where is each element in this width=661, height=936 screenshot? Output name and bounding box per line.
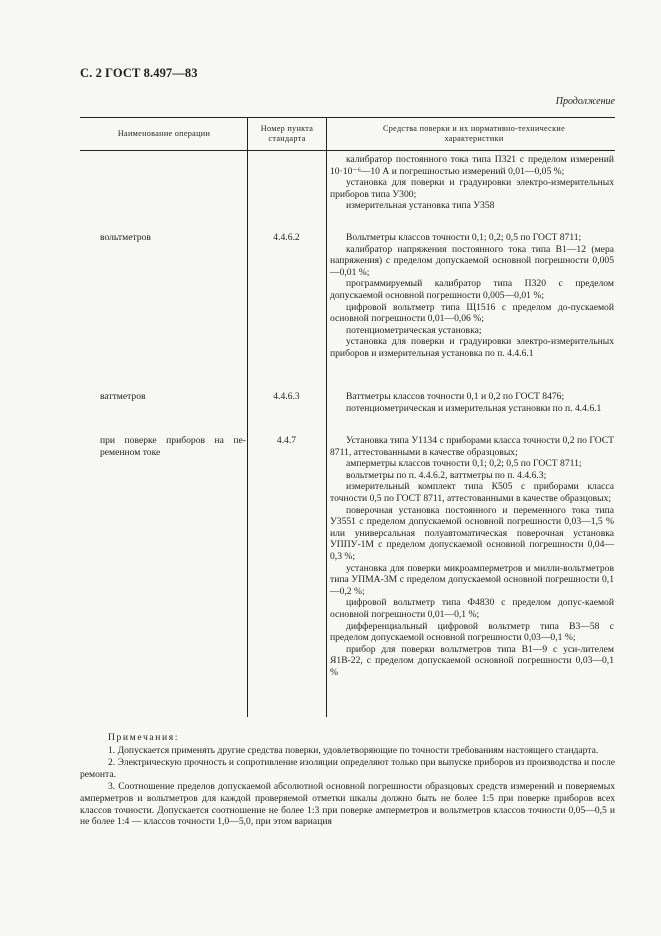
note-3: 3. Соотношение пределов допускаемой абсолютной основной погрешности образцовых средств измерений и поверяемых амперметров и вольтметров для каждой проверяемой отметки шкалы должно быть не более 1:5 при поверке приборов всех классов точности. Допускается соотношение не более 1:3 при поверке амперметров и вольтметров классов точности 0,05—0,5 и не более 1:4 — классов точности 1,0—5,0, при этом вариация	[80, 781, 615, 828]
list-item: Ваттметры классов точности 0,1 и 0,2 по ГОСТ 8476;	[346, 391, 565, 402]
list-item: калибратор напряжения постоянного тока типа В1—12 (мера напряжения) с пределом допускаемой основной погрешности 0,005—0,01 %;	[330, 243, 614, 278]
list-item: цифровой вольтметр типа Ф4830 с пределом допус-каемой основной погрешности 0,01—0,1 %;	[330, 597, 614, 620]
list-item: программируемый калибратор типа П320 с пределом допускаемой основной погрешности 0,005—0,01 %;	[330, 278, 614, 301]
table-row-means	[330, 435, 614, 678]
column-divider-1	[247, 117, 248, 717]
notes-section	[80, 732, 615, 828]
operation-wattmeters: ваттметров	[100, 391, 146, 402]
list-item: измерительная установка типа У358	[346, 200, 495, 212]
header-clause: Номер пункта стандарта	[260, 124, 314, 143]
header-means: Средства поверки и их нормативно-технические характеристики	[382, 124, 566, 143]
table-row-means	[330, 154, 614, 212]
table-header-rule	[80, 150, 615, 151]
list-item: вольтметры по п. 4.4.6.2, ваттметры по п. 4.4.6.3;	[346, 469, 547, 481]
table-top-rule	[80, 117, 615, 118]
notes-title: Примечания:	[108, 732, 179, 743]
list-item: калибратор постоянного тока типа П321 с пределом измерений 10·10⁻⁶—10 А и погрешностью измерений 0,01—0,05 %;	[330, 154, 614, 177]
clause-4-4-6-2: 4.4.6.2	[273, 232, 300, 243]
list-item: дифференциальный цифровой вольтметр типа В3—58 с пределом допускаемой основной погрешности 0,03—0,1 %;	[330, 620, 614, 644]
list-item: измерительный комплект типа К505 с приборами класса точности 0,5 по ГОСТ 8711, аттестованными в качестве образцовых;	[330, 481, 614, 504]
list-item: потенциометрическая установка;	[346, 324, 482, 336]
clause-4-4-6-3: 4.4.6.3	[273, 391, 300, 402]
continuation-label: Продолжение	[555, 96, 615, 107]
list-item: установка для поверки и градуировки электро-измерительных приборов типа У300;	[330, 177, 614, 200]
list-item: амперметры классов точности 0,1; 0,2; 0,5 по ГОСТ 8711;	[346, 458, 582, 470]
operation-ac: при поверке приборов на пе-ременном токе	[100, 435, 246, 458]
header-operation: Наименование операции	[117, 129, 211, 138]
note-1: 1. Допускается применять другие средства поверки, удовлетворяющие по точности требованиям настоящего стандарта.	[108, 744, 599, 756]
list-item: установка для поверки и градуировки электро-измерительных приборов и измерительная установка по п. 4.4.6.1	[330, 336, 614, 359]
list-item: Вольтметры классов точности 0,1; 0,2; 0,5 по ГОСТ 8711;	[346, 232, 582, 243]
list-item: установка для поверки микроамперметров и милли-вольтметров типа УПМА-3М с пределом допускаемой основной погрешности 0,1—0,2 %;	[330, 562, 614, 597]
page-header: С. 2 ГОСТ 8.497—83	[80, 66, 198, 80]
table-row-means	[330, 391, 614, 414]
list-item: Установка типа У1134 с приборами класса точности 0,2 по ГОСТ 8711, аттестованными в качестве образцовых;	[330, 435, 614, 458]
list-item: потенциометрическая и измерительная установки по п. 4.4.6.1	[346, 402, 602, 414]
list-item: поверочная установка постоянного и переменного тока типа У3551 с пределом допускаемой основной погрешности 0,03—1,5 % или универсальная полуавтоматическая поверочная установка УППУ-1М с пределом допускаемой основной погрешности 0,04—0,3 %;	[330, 504, 614, 562]
operation-voltmeters: вольтметров	[100, 232, 151, 243]
table-row-means	[330, 232, 614, 360]
list-item: цифровой вольтметр типа Щ1516 с пределом до-пускаемой основной погрешности 0,01—0,06 %;	[330, 301, 614, 325]
note-2: 2. Электрическую прочность и сопротивление изоляции определяют только при выпуске приборов из производства и после ремонта.	[80, 757, 615, 780]
clause-4-4-7: 4.4.7	[276, 435, 297, 446]
list-item: прибор для поверки вольтметров типа В1—9 с уси-лителем Я1В-22, с пределом допускаемой основной погрешности 0,03—0,1 %	[330, 643, 614, 678]
column-divider-2	[326, 117, 327, 717]
